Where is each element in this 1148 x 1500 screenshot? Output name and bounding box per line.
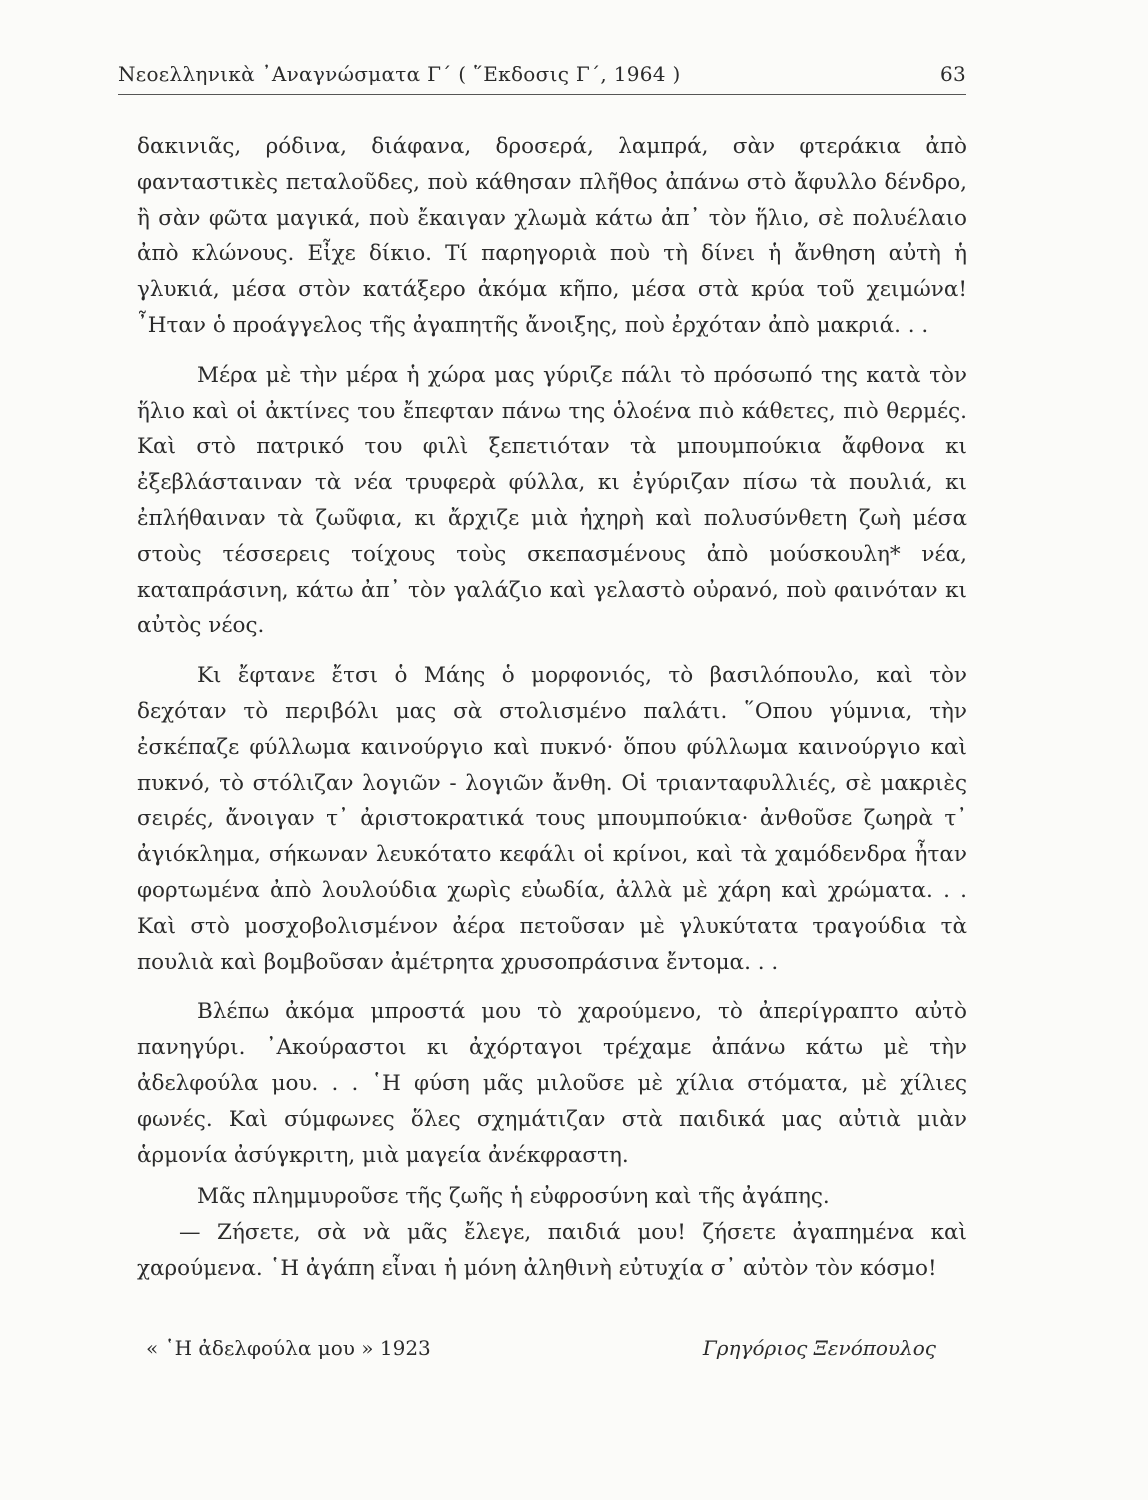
main-text: [137, 129, 967, 1287]
paragraph-5: Μᾶς πλημμυροῦσε τῆς ζωῆς ἡ εὐφροσύνη καὶ τῆς ἀγάπης.: [197, 1184, 830, 1210]
author-name: Γρηγόριος Ξενόπουλος: [702, 1336, 936, 1360]
paragraph-4: Βλέπω ἀκόμα μπροστά μου τὸ χαρούμενο, τὸ ἀπερίγραπτο αὐτὸ πανηγύρι. ᾿Ακούραστοι κι ἀχόρταγοι τρέχαμε ἀπάνω κάτω μὲ τὴν ἀδελφούλα μου. . . ῾Η φύση μᾶς μιλοῦσε μὲ χίλια στόματα, μὲ χίλιες φωνές. Καὶ σύμφωνες ὅλες σχημάτιζαν στὰ παιδικά μας αὐτιὰ μιὰν ἁρμονία ἀσύγκριτη, μιὰ μαγεία ἀνέκφραστη.: [137, 999, 967, 1168]
source-citation: « ῾Η ἀδελφούλα μου » 1923: [146, 1336, 431, 1360]
paragraph-6: — Ζήσετε, σὰ νὰ μᾶς ἔλεγε, παιδιά μου! ζήσετε ἀγαπημένα καὶ χαρούμενα. ῾Η ἀγάπη εἶναι ἡ μόνη ἀληθινὴ εὐτυχία σ᾿ αὐτὸν τὸν κόσμο!: [137, 1220, 967, 1281]
page-header: [118, 62, 966, 95]
paragraph-1: δακινιᾶς, ρόδινα, διάφανα, δροσερά, λαμπρά, σὰν φτεράκια ἀπὸ φανταστικὲς πεταλοῦδες, ποὺ κάθησαν πλῆθος ἀπάνω στὸ ἄφυλλο δένδρο, ἢ σὰν φῶτα μαγικά, ποὺ ἔκαιγαν χλωμὰ κάτω ἀπ᾿ τὸν ἥλιο, σὲ πολυέλαιο ἀπὸ κλώνους. Εἶχε δίκιο. Τί παρηγοριὰ ποὺ τὴ δίνει ἡ ἄνθηση αὐτὴ ἡ γλυκιά, μέσα στὸν κατάξερο ἀκόμα κῆπο, μέσα στὰ κρύα τοῦ χειμώνα! ῏Ηταν ὁ προάγγελος τῆς ἀγαπητῆς ἄνοιξης, ποὺ ἐρχόταν ἀπὸ μακριά. . .: [137, 134, 967, 338]
page-footer: [146, 1336, 936, 1360]
page-number: 63: [939, 62, 966, 86]
paragraph-2: Μέρα μὲ τὴν μέρα ἡ χώρα μας γύριζε πάλι τὸ πρόσωπό της κατὰ τὸν ἥλιο καὶ οἱ ἀκτίνες του ἔπεφταν πάνω της ὁλοένα πιὸ κάθετες, πιὸ θερμές. Καὶ στὸ πατρικό του φιλὶ ξεπετιόταν τὰ μπουμπούκια ἄφθονα κι ἐξεβλάσταιναν τὰ νέα τρυφερὰ φύλλα, κι ἐγύριζαν πίσω τὰ πουλιά, κι ἐπλήθαιναν τὰ ζωῦφια, κι ἄρχιζε μιὰ ἠχηρὴ καὶ πολυσύνθετη ζωὴ μέσα στοὺς τέσσερεις τοίχους τοὺς σκεπασμένους ἀπὸ μούσκουλη* νέα, καταπράσινη, κάτω ἀπ᾿ τὸν γαλάζιο καὶ γελαστὸ οὐρανό, ποὺ φαινόταν κι αὐτὸς νέος.: [137, 362, 967, 639]
paragraph-3: Κι ἔφτανε ἔτσι ὁ Μάης ὁ μορφονιός, τὸ βασιλόπουλο, καὶ τὸν δεχόταν τὸ περιβόλι μας σὰ στολισμένο παλάτι. ῞Οπου γύμνια, τὴν ἐσκέπαζε φύλλωμα καινούργιο καὶ πυκνό· ὅπου φύλλωμα καινούργιο καὶ πυκνό, τὸ στόλιζαν λογιῶν - λογιῶν ἄνθη. Οἱ τριανταφυλλιές, σὲ μακριὲς σειρές, ἄνοιγαν τ᾿ ἀριστοκρατικά τους μπουμπούκια· ἀνθοῦσε ζωηρὰ τ᾿ ἀγιόκλημα, σήκωναν λευκότατο κεφάλι οἱ κρίνοι, καὶ τὰ χαμόδενδρα ἦταν φορτωμένα ἀπὸ λουλούδια χωρὶς εὐωδία, ἀλλὰ μὲ χάρη καὶ χρώματα. . . Καὶ στὸ μοσχοβολισμένον ἀέρα πετοῦσαν μὲ γλυκύτατα τραγούδια τὰ πουλιὰ καὶ βομβοῦσαν ἀμέτρητα χρυσοπράσινα ἔντομα. . .: [137, 663, 967, 975]
running-title: Νεοελληνικὰ ᾿Αναγνώσματα Γ΄ ( ῞Εκδοσις Γ΄, 1964 ): [118, 62, 681, 86]
